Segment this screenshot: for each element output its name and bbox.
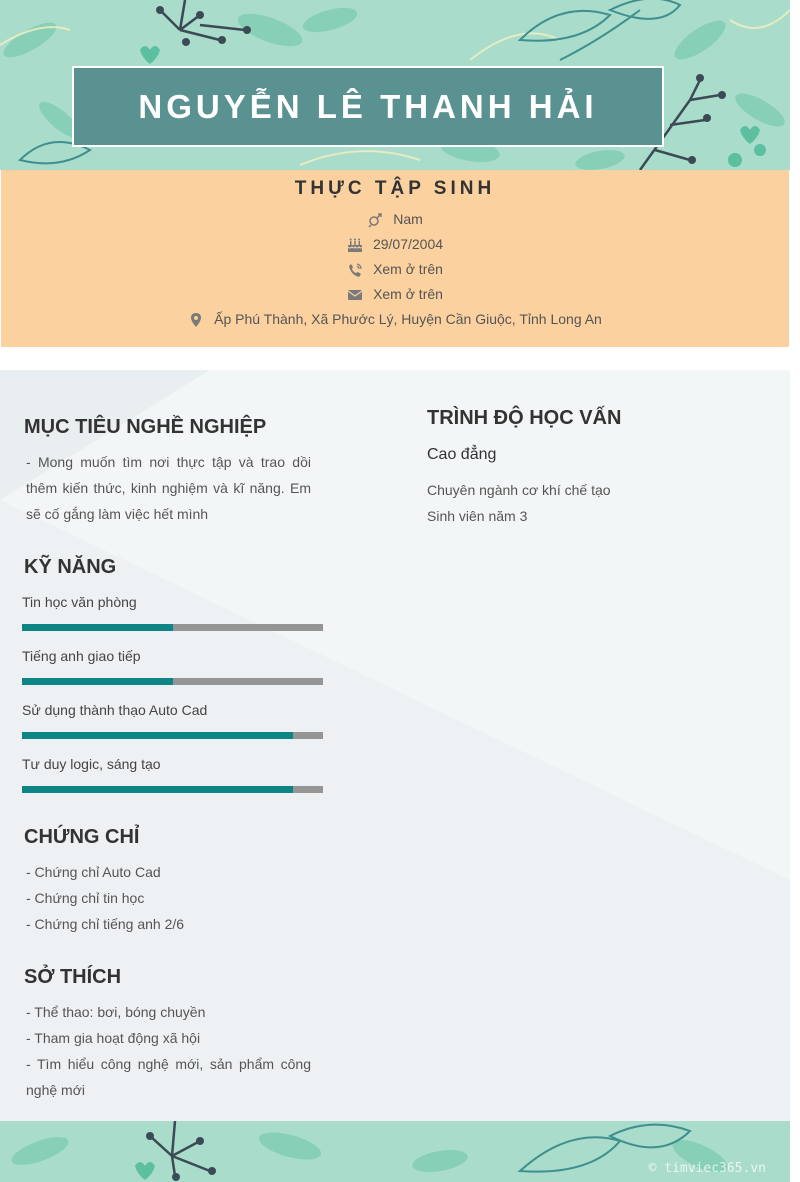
skill-name: Tin học văn phòng	[22, 594, 137, 610]
job-title: THỰC TẬP SINH	[294, 178, 496, 199]
skill-progress-fill	[22, 732, 293, 739]
gender-row	[1, 207, 789, 232]
resume-body	[0, 370, 790, 1121]
hobbies-list	[26, 999, 311, 1103]
header-banner	[0, 0, 790, 170]
skill-row	[22, 592, 323, 631]
skills-title: KỸ NĂNG	[24, 556, 117, 578]
list-item: - Chứng chỉ Auto Cad	[26, 864, 161, 880]
watermark: © timviec365.vn	[648, 1161, 766, 1176]
skill-name: Sử dụng thành thạo Auto Cad	[22, 702, 208, 718]
skill-row	[22, 754, 323, 793]
skill-progress-bar	[22, 678, 323, 685]
skill-name: Tư duy logic, sáng tạo	[22, 756, 161, 772]
phone-value: Xem ở trên	[373, 261, 443, 277]
address-value: Ấp Phú Thành, Xã Phước Lý, Huyện Cần Giuộc, Tỉnh Long An	[214, 311, 602, 327]
address-row	[1, 307, 789, 332]
skill-row	[22, 646, 323, 685]
email-row	[1, 282, 789, 307]
skill-progress-fill	[22, 624, 173, 631]
hobbies-title: SỞ THÍCH	[24, 966, 122, 988]
name-box	[72, 66, 664, 147]
education-level: Cao đẳng	[427, 446, 497, 463]
education-year: Sinh viên năm 3	[427, 508, 528, 524]
certificates-title: CHỨNG CHỈ	[24, 826, 140, 848]
skill-progress-bar	[22, 732, 323, 739]
list-item: - Tìm hiểu công nghệ mới, sản phẩm công nghệ mới	[26, 1056, 311, 1098]
list-item: - Tham gia hoạt động xã hội	[26, 1030, 201, 1046]
certificates-list	[26, 859, 311, 937]
objective-title: MỤC TIÊU NGHỀ NGHIỆP	[24, 416, 267, 438]
phone-row	[1, 257, 789, 282]
skill-progress-fill	[22, 786, 293, 793]
footer-banner	[0, 1121, 790, 1182]
email-value: Xem ở trên	[373, 286, 443, 302]
education-major: Chuyên ngành cơ khí chế tạo	[427, 482, 611, 498]
list-item: - Thể thao: bơi, bóng chuyền	[26, 1004, 206, 1020]
skill-row	[22, 700, 323, 739]
list-item: - Chứng chỉ tiếng anh 2/6	[26, 916, 185, 932]
birthday-cake-icon	[347, 237, 363, 253]
personal-info-band	[1, 170, 789, 347]
skill-name: Tiếng anh giao tiếp	[22, 648, 141, 664]
full-name: NGUYỄN LÊ THANH HẢI	[138, 87, 598, 125]
skill-progress-fill	[22, 678, 173, 685]
education-title: TRÌNH ĐỘ HỌC VẤN	[427, 407, 622, 429]
gender-icon	[367, 212, 383, 228]
gender-value: Nam	[393, 211, 423, 227]
objective-text: - Mong muốn tìm nơi thực tập và trao dồi thêm kiến thức, kinh nghiệm và kĩ năng. Em sẽ cố gắng làm việc hết mình	[26, 454, 311, 522]
list-item: - Chứng chỉ tin học	[26, 890, 145, 906]
phone-icon	[347, 262, 363, 278]
map-pin-icon	[188, 312, 204, 328]
birthday-row	[1, 232, 789, 257]
envelope-icon	[347, 287, 363, 303]
skill-progress-bar	[22, 624, 323, 631]
birthday-value: 29/07/2004	[372, 236, 444, 252]
skill-progress-bar	[22, 786, 323, 793]
